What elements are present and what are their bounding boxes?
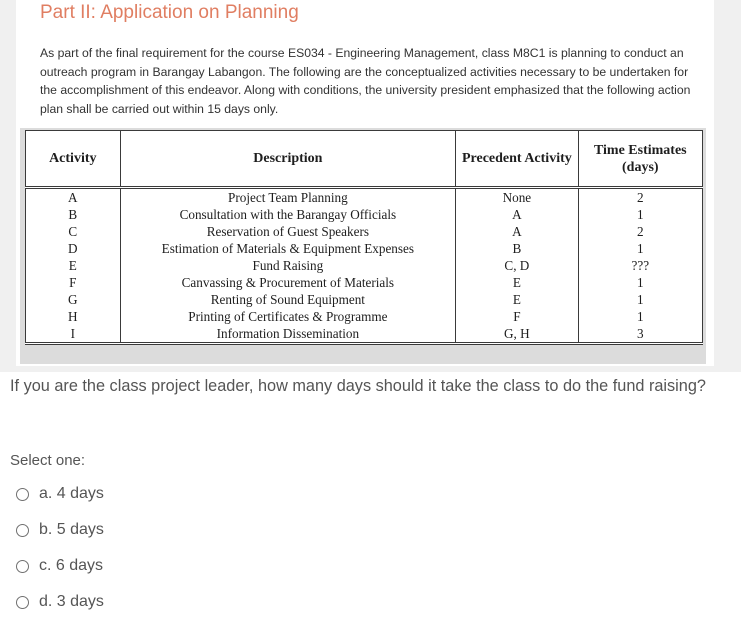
cell-precedent: None	[456, 188, 578, 207]
cell-description: Information Dissemination	[120, 325, 456, 344]
header-time-estimates: Time Estimates (days)	[578, 131, 702, 188]
header-precedent: Precedent Activity	[456, 131, 578, 188]
table-row	[26, 188, 703, 207]
option-label: a. 4 days	[39, 485, 104, 502]
option-label: c. 6 days	[39, 557, 104, 574]
cell-time: 1	[578, 240, 702, 257]
table-row	[26, 257, 703, 274]
cell-precedent: E	[456, 274, 578, 291]
cell-precedent: B	[456, 240, 578, 257]
option-d[interactable]	[16, 590, 104, 614]
table-row	[26, 308, 703, 325]
cell-precedent: C, D	[456, 257, 578, 274]
option-b[interactable]	[16, 518, 104, 542]
cell-activity: D	[26, 240, 121, 257]
cell-time: 1	[578, 274, 702, 291]
section-title: Part II: Application on Planning	[40, 2, 299, 23]
cell-precedent: F	[456, 308, 578, 325]
table-row	[26, 291, 703, 308]
select-prompt: Select one:	[10, 452, 86, 469]
cell-activity: E	[26, 257, 121, 274]
header-description: Description	[120, 131, 456, 188]
radio-button-icon[interactable]	[16, 560, 29, 573]
cell-description: Consultation with the Barangay Officials	[120, 206, 456, 223]
table-row	[26, 206, 703, 223]
cell-time: ???	[578, 257, 702, 274]
cell-precedent: A	[456, 223, 578, 240]
table-row	[26, 325, 703, 344]
cell-activity: F	[26, 274, 121, 291]
cell-time: 3	[578, 325, 702, 344]
cell-time: 2	[578, 188, 702, 207]
option-a[interactable]	[16, 482, 104, 506]
question-text: If you are the class project leader, how many days should it take the class to do the fund raising?	[10, 377, 706, 395]
cell-precedent: G, H	[456, 325, 578, 344]
cell-activity: B	[26, 206, 121, 223]
radio-button-icon[interactable]	[16, 596, 29, 609]
radio-button-icon[interactable]	[16, 488, 29, 501]
cell-description: Reservation of Guest Speakers	[120, 223, 456, 240]
cell-description: Renting of Sound Equipment	[120, 291, 456, 308]
option-label: b. 5 days	[39, 521, 104, 538]
table-row	[26, 240, 703, 257]
table-row	[26, 223, 703, 240]
option-c[interactable]	[16, 554, 103, 578]
activity-table	[25, 130, 703, 345]
cell-description: Project Team Planning	[120, 188, 456, 207]
intro-paragraph: As part of the final requirement for the course ES034 - Engineering Management, class M8C1 is planning to conduct an outreach program in Barangay Labangon. The following are the conceptualized activities necessary to be undertaken for the accomplishment of this endeavor. Along with conditions, the university president emphasized that the following action plan shall be carried out within 15 days only.	[40, 46, 691, 116]
cell-activity: C	[26, 223, 121, 240]
table-header-row	[26, 131, 703, 188]
table-row	[26, 274, 703, 291]
cell-description: Canvassing & Procurement of Materials	[120, 274, 456, 291]
cell-time: 1	[578, 291, 702, 308]
cell-description: Estimation of Materials & Equipment Expenses	[120, 240, 456, 257]
cell-time: 1	[578, 308, 702, 325]
cell-precedent: A	[456, 206, 578, 223]
cell-activity: A	[26, 188, 121, 207]
option-label: d. 3 days	[39, 593, 104, 610]
cell-precedent: E	[456, 291, 578, 308]
cell-activity: G	[26, 291, 121, 308]
cell-activity: H	[26, 308, 121, 325]
cell-description: Fund Raising	[120, 257, 456, 274]
header-activity: Activity	[26, 131, 121, 188]
cell-time: 2	[578, 223, 702, 240]
radio-button-icon[interactable]	[16, 524, 29, 537]
cell-activity: I	[26, 325, 121, 344]
cell-description: Printing of Certificates & Programme	[120, 308, 456, 325]
cell-time: 1	[578, 206, 702, 223]
